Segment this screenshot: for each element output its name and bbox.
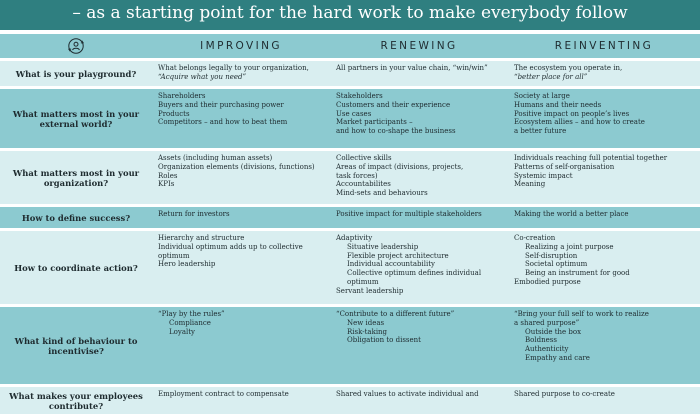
cell-line: “better place for all”: [514, 72, 588, 81]
cell-line: All partners in your value chain, “win/win”: [336, 64, 488, 72]
cell-line: Authenticity: [525, 345, 569, 354]
cell-line: Being an instrument for good: [525, 269, 630, 278]
cell-line: Self-disruption: [525, 251, 578, 260]
cell-line: Risk-taking: [347, 327, 388, 336]
cell-line: Individuals reaching full potential together: [514, 154, 668, 162]
cell-line: What belongs legally to your organization,: [158, 64, 309, 72]
cell-reinventing: [508, 230, 700, 306]
row-question: What makes your employees contribute?: [0, 386, 152, 416]
cell-improving: [152, 60, 330, 88]
column-header-reinventing: REINVENTING: [508, 34, 700, 60]
cell-line: Collective optimum defines individual: [347, 269, 482, 278]
table-row: [0, 306, 700, 386]
cell-line: Hero leadership: [158, 260, 216, 269]
cell-renewing: [330, 60, 508, 88]
table-body: [0, 60, 700, 416]
cell-reinventing: [508, 60, 700, 88]
cell-line: Compliance: [169, 318, 211, 327]
column-header-improving: IMPROVING: [152, 34, 330, 60]
cell-renewing: [330, 230, 508, 306]
cell-line: Roles: [158, 171, 178, 180]
comparison-table: [0, 34, 700, 417]
table-row: [0, 230, 700, 306]
cell-line: Outside the box: [525, 327, 582, 336]
cell-line: Positive impact on people’s lives: [514, 109, 630, 118]
cell-reinventing: [508, 206, 700, 230]
cell-line: Accountabilites: [336, 180, 391, 189]
cell-line: KPIs: [158, 180, 175, 189]
cell-line: Organization elements (divisions, functions): [158, 162, 315, 171]
cell-line: Mind-sets and behaviours: [336, 189, 428, 198]
cell-line: task forces): [336, 171, 378, 180]
cell-improving: [152, 150, 330, 206]
cell-line: Assets (including human assets): [158, 154, 273, 162]
cell-line: a shared purpose”: [514, 318, 580, 327]
cell-reinventing: [508, 386, 700, 416]
table-row: [0, 88, 700, 150]
row-question: How to define success?: [0, 206, 152, 230]
cell-line: Situative leadership: [347, 242, 419, 251]
cell-line: Societal optimum: [525, 260, 588, 269]
table-row: [0, 150, 700, 206]
cell-renewing: [330, 206, 508, 230]
cell-line: “Contribute to a different future”: [336, 310, 455, 318]
cell-line: Humans and their needs: [514, 100, 602, 109]
row-question: How to coordinate action?: [0, 230, 152, 306]
table-row: [0, 60, 700, 88]
cell-line: Boldness: [525, 336, 557, 345]
cell-line: Hierarchy and structure: [158, 234, 245, 242]
cell-reinventing: [508, 150, 700, 206]
cell-line: “Acquire what you need”: [158, 72, 247, 81]
cell-line: Products: [158, 109, 190, 118]
cell-line: Areas of impact (divisions, projects,: [336, 162, 464, 171]
cell-line: a better future: [514, 127, 567, 136]
cell-line: Realizing a joint purpose: [525, 242, 614, 251]
cell-line: Positive impact for multiple stakeholders: [336, 210, 482, 218]
cell-reinventing: [508, 88, 700, 150]
cell-line: Competitors – and how to beat them: [158, 118, 288, 127]
cell-line: and how to co-shape the business: [336, 127, 456, 136]
table-header-row: [0, 34, 700, 60]
table-row: [0, 386, 700, 416]
cell-line: Employment contract to compensate: [158, 390, 289, 398]
banner-text: – as a starting point for the hard work to make everybody follow: [72, 3, 628, 23]
cell-renewing: [330, 150, 508, 206]
cell-line: Co-creation: [514, 234, 556, 242]
cell-line: Individual optimum adds up to collective: [158, 242, 303, 251]
cell-line: optimum: [158, 251, 190, 260]
cell-line: Systemic impact: [514, 171, 573, 180]
cell-line: Use cases: [336, 109, 372, 118]
row-question: What kind of behaviour to incentivise?: [0, 306, 152, 386]
cell-line: Shared purpose to co-create: [514, 390, 615, 398]
row-question: What matters most in your organization?: [0, 150, 152, 206]
table-row: [0, 206, 700, 230]
title-banner: [0, 0, 700, 30]
cell-line: Obligation to dissent: [347, 336, 421, 345]
cell-improving: [152, 306, 330, 386]
cell-renewing: [330, 306, 508, 386]
cell-reinventing: [508, 306, 700, 386]
cell-line: Collective skills: [336, 154, 392, 162]
row-question: What matters most in your external world?: [0, 88, 152, 150]
cell-line: Ecosystem allies – and how to create: [514, 118, 645, 127]
cell-line: “Play by the rules”: [158, 310, 225, 318]
cell-line: Individual accountability: [347, 260, 436, 269]
cell-line: Adaptivity: [336, 234, 373, 242]
cell-renewing: [330, 386, 508, 416]
column-header-renewing: RENEWING: [330, 34, 508, 60]
person-cycle-icon: [67, 37, 85, 55]
cell-line: Shared values to activate individual and: [336, 390, 479, 398]
cell-line: Servant leadership: [336, 286, 404, 295]
cell-line: Customers and their experience: [336, 100, 451, 109]
cell-line: Society at large: [514, 92, 570, 100]
cell-line: Market participants –: [336, 118, 413, 127]
cell-line: Empathy and care: [525, 353, 590, 362]
cell-line: Shareholders: [158, 92, 206, 100]
cell-line: Flexible project architecture: [347, 251, 449, 260]
cell-renewing: [330, 88, 508, 150]
header-icon-cell: [0, 34, 152, 60]
row-question: What is your playground?: [0, 60, 152, 88]
cell-line: “Bring your full self to work to realize: [514, 310, 649, 318]
cell-line: Return for investors: [158, 210, 230, 218]
cell-line: Making the world a better place: [514, 210, 629, 218]
cell-line: Patterns of self-organisation: [514, 162, 615, 171]
cell-line: The ecosystem you operate in,: [514, 64, 623, 72]
cell-line: Stakeholders: [336, 92, 383, 100]
cell-line: Meaning: [514, 180, 546, 189]
cell-improving: [152, 206, 330, 230]
cell-line: optimum: [347, 277, 379, 286]
cell-line: Buyers and their purchasing power: [158, 100, 284, 109]
cell-improving: [152, 386, 330, 416]
cell-improving: [152, 230, 330, 306]
cell-improving: [152, 88, 330, 150]
cell-line: Embodied purpose: [514, 277, 581, 286]
cell-line: Loyalty: [169, 327, 195, 336]
cell-line: New ideas: [347, 318, 385, 327]
